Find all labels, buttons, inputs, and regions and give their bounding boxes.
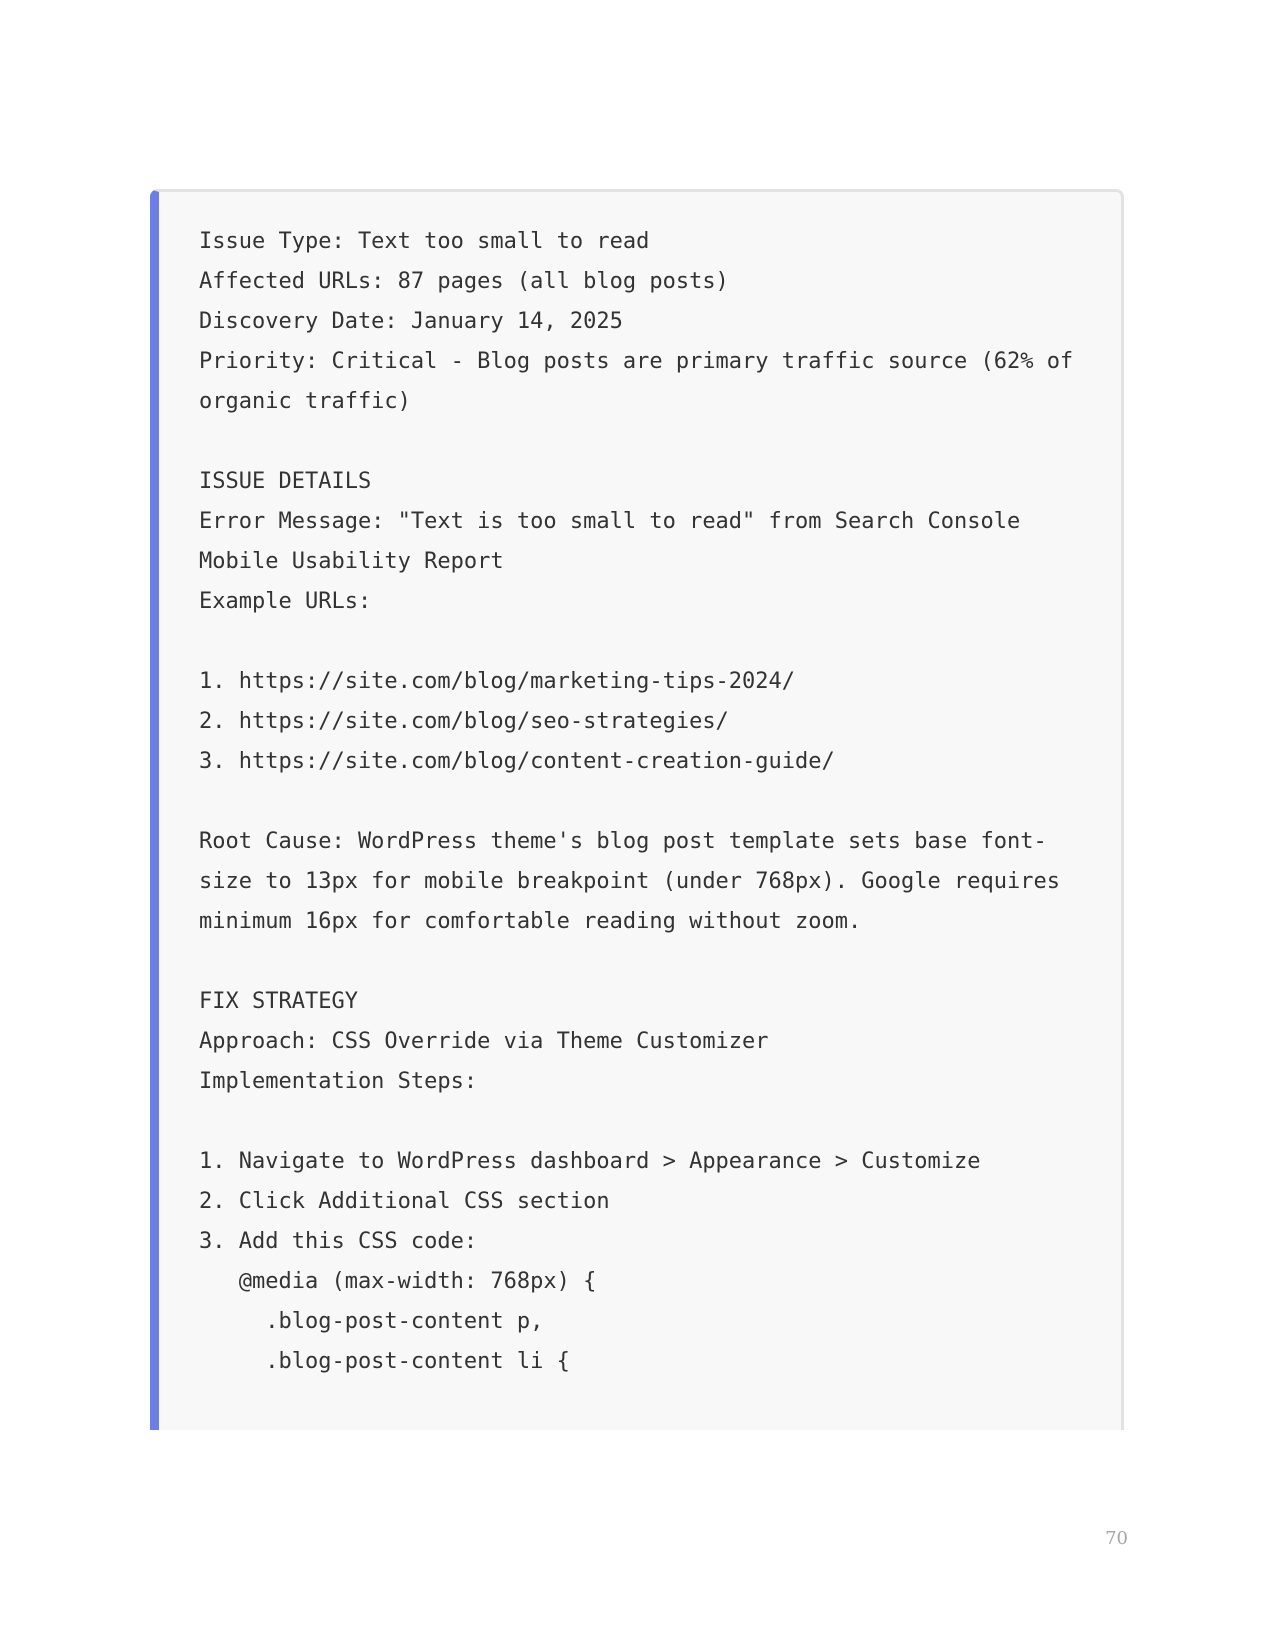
code-line [199, 942, 1073, 982]
code-line: @media (max-width: 768px) { [199, 1269, 597, 1294]
code-line: 2. https://site.com/blog/seo-strategies/ [199, 709, 729, 734]
code-line: Issue Type: Text too small to read [199, 229, 650, 254]
code-line: Priority: Critical - Blog posts are primary traffic source (62% of [199, 349, 1074, 374]
code-text [199, 222, 1073, 1382]
code-line: 3. Add this CSS code: [199, 1229, 478, 1254]
code-line: FIX STRATEGY [199, 989, 358, 1014]
code-line [199, 422, 1073, 462]
code-line: Affected URLs: 87 pages (all blog posts) [199, 269, 729, 294]
code-block [150, 189, 1124, 1430]
code-line: Approach: CSS Override via Theme Customizer [199, 1029, 769, 1054]
code-line: .blog-post-content p, [199, 1309, 544, 1334]
code-line: 2. Click Additional CSS section [199, 1189, 610, 1214]
code-line: Error Message: "Text is too small to read" from Search Console [199, 509, 1021, 534]
code-line: 3. https://site.com/blog/content-creation-guide/ [199, 749, 835, 774]
code-line: 1. Navigate to WordPress dashboard > Appearance > Customize [199, 1149, 981, 1174]
code-line: Root Cause: WordPress theme's blog post template sets base font- [199, 829, 1047, 854]
code-line [199, 782, 1073, 822]
code-line: Example URLs: [199, 589, 372, 614]
code-line: ISSUE DETAILS [199, 469, 372, 494]
code-line: organic traffic) [199, 389, 411, 414]
code-line: minimum 16px for comfortable reading without zoom. [199, 909, 862, 934]
code-line: Discovery Date: January 14, 2025 [199, 309, 623, 334]
code-line: Implementation Steps: [199, 1069, 478, 1094]
page-number: 70 [1105, 1528, 1128, 1549]
code-line [199, 1102, 1073, 1142]
code-line: 1. https://site.com/blog/marketing-tips-2024/ [199, 669, 796, 694]
code-line: Mobile Usability Report [199, 549, 504, 574]
code-line: size to 13px for mobile breakpoint (under 768px). Google requires [199, 869, 1060, 894]
code-line: .blog-post-content li { [199, 1349, 570, 1374]
code-line [199, 622, 1073, 662]
